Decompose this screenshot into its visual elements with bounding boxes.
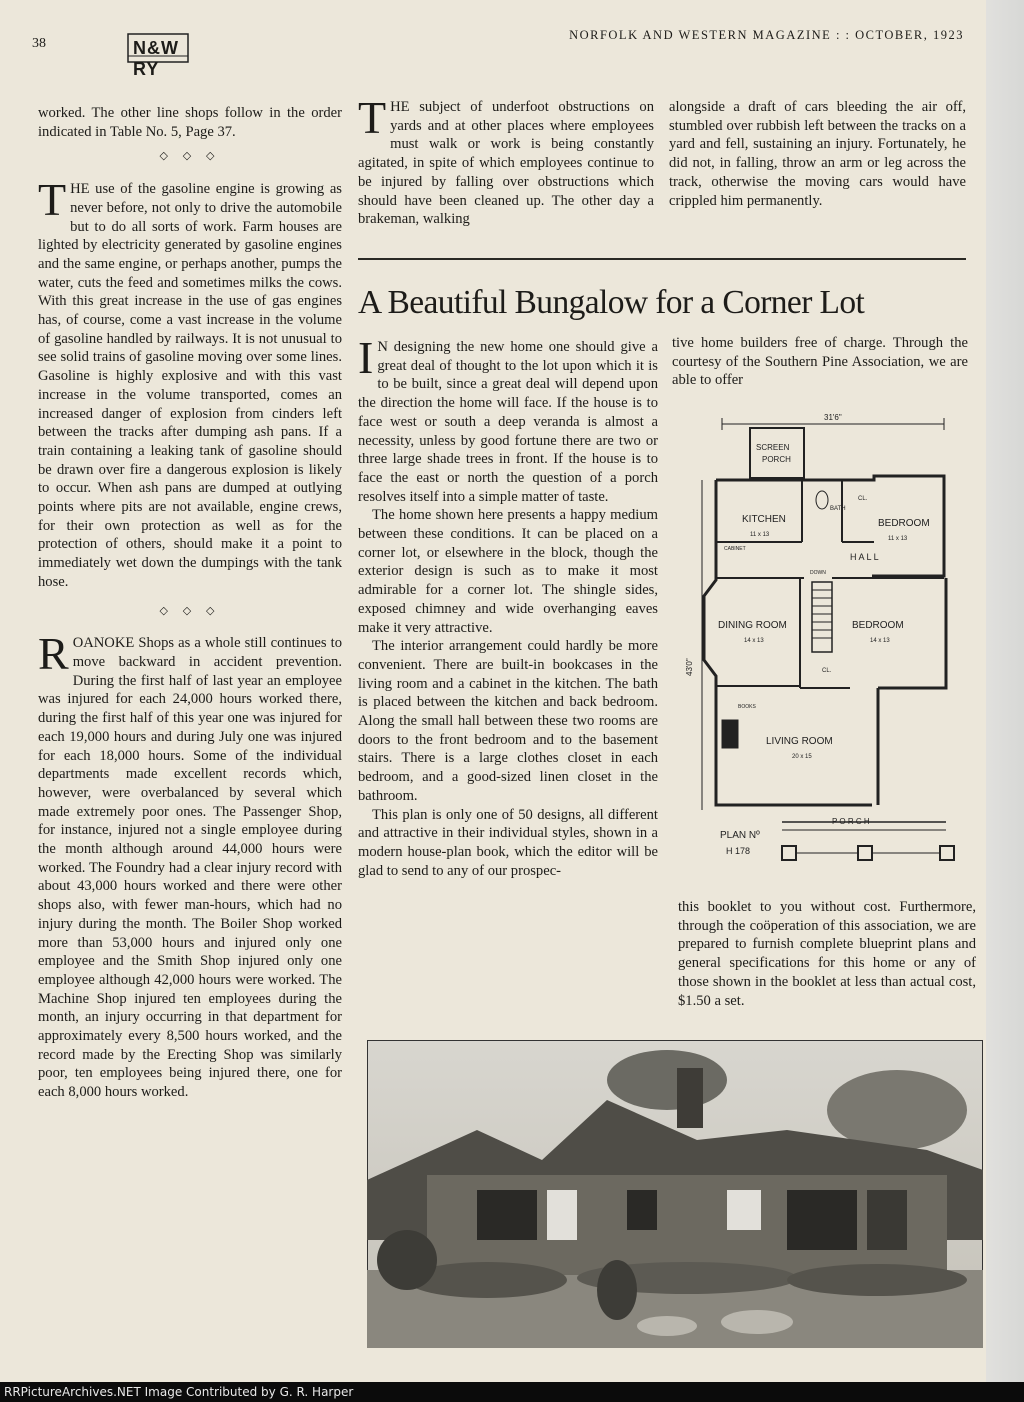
- page-edge: [986, 0, 1024, 1382]
- back-bedroom-dim: 11 x 13: [888, 536, 908, 542]
- intro-paragraph: worked. The other line shops follow in the order indicated in Table No. 5, Page 37.: [38, 105, 342, 140]
- depth-dimension: 43'0": [685, 658, 694, 676]
- nw-logo: [127, 32, 189, 79]
- section-separator: ◇ ◇ ◇: [159, 150, 221, 163]
- front-bedroom-label: BEDROOM: [852, 620, 904, 631]
- screen-porch-label: SCREEN: [756, 443, 790, 452]
- article-paragraph: The interior arrangement could hardly be more convenient. There are built-in bookcases in the living room and a cabinet in the kitchen. The bath is placed between the kitchen and back bedroom. Along the small hall between these two rooms are doors to the front bedroom and to the basement stairs. There is a large clothes closet in each bedroom, and a good-sized linen closet in the bathroom.: [358, 638, 658, 804]
- hall-label: H A L L: [850, 552, 879, 562]
- page-number: 38: [32, 36, 46, 51]
- closet-label: CL.: [858, 496, 868, 502]
- article-column-1: [358, 332, 658, 880]
- cabinet-label: CABINET: [724, 546, 746, 552]
- roanoke-paragraph: ROANOKE Shops as a whole still continues to move backward in accident prevention. During the first half of last year an employee was injured for each 24,000 hours worked there, during the first half of this year one was injured for each 19,000 hours and during July one was injured for each 18,000 hours. Some of the individual departments made excellent records which, however, were overbalanced by several which made extremely poor ones. The Passenger Shop, for instance, injured not a single employee during the month although around 44,000 hours were worked. The Foundry had a clear injury record with about 43,000 hours worked and there were other shops also, with fewer man-hours, which had no injury during the month. The Boiler Shop worked more than 53,000 hours and injured only one employee and the Smith Shop injured only one employee although 42,000 hours were worked. The Machine Shop injured ten employees during the month, an injury occurring in that department for approximately every 8,500 hours worked, and the record made by the Erecting Shop was similarly poor, ten employees being injured there, one for each 8,000 hours worked.: [38, 628, 342, 1101]
- bungalow-image: [367, 1040, 983, 1348]
- closet-label: CL.: [822, 668, 832, 674]
- dining-room-dim: 14 x 13: [744, 638, 764, 644]
- page-header: [32, 22, 964, 79]
- kitchen-dim: 11 x 13: [750, 532, 770, 538]
- dining-room-label: DINING ROOM: [718, 620, 787, 631]
- drop-cap: T: [38, 174, 67, 226]
- floor-plan: [682, 410, 972, 870]
- image-credit: RRPictureArchives.NET Image Contributed by G. R. Harper: [0, 1382, 1024, 1402]
- bath-label: BATH: [830, 506, 846, 512]
- front-bedroom-dim: 14 x 13: [870, 638, 890, 644]
- drop-cap: R: [38, 628, 69, 680]
- obstruction-paragraph: THE subject of underfoot obstructions on yards and at other places where employees must walk or work is being constantly agitated, in spite of which employees continue to be injured by falling over obstructions which should have been cleaned up. The other day a brakeman, walking: [358, 92, 654, 228]
- living-room-label: LIVING ROOM: [766, 736, 833, 747]
- stairs-down-label: DOWN: [810, 570, 826, 576]
- bookcase-label: BOOKS: [738, 704, 756, 710]
- gasoline-paragraph: THE use of the gasoline engine is growing as never before, not only to drive the automobile but to do all sorts of work. Farm houses are lighted by electricity generated by gasoline engines and the same engine, or perhaps another, pumps the water, cuts the feed and sometimes milks the cows. With this great increase in the use of gas engines has, of course, come a vast increase in the volume of gasoline handled by railways. It is not unusual to see solid trains of gasoline moving over some lines. Gasoline is highly explosive and with this vast increase in the volume transported, comes an increased danger of explosion from cinders left between the tracks after dumping ash pans. If a train containing a leaking tank of gasoline should be drawn over fire a dangerous explosion is likely to occur. When ash pans are dumped at outlying points where pits are not available, engine crews, for their own protection as well as for the protection of others, should make it a point to immediately wet down the dumpings with the tank hose.: [38, 174, 342, 590]
- kitchen-label: KITCHEN: [742, 514, 786, 525]
- living-room-dim: 20 x 15: [792, 754, 812, 760]
- section-rule: [358, 258, 966, 260]
- obstruction-column-1: [358, 92, 654, 229]
- obstruction-column-2: [669, 98, 966, 210]
- screen-porch-label-2: PORCH: [762, 455, 791, 464]
- obstruction-paragraph-cont: alongside a draft of cars bleeding the air off, stumbled over rubbish left between the tracks on a yard and fell, sustaining an injury. Fortunately, he did not, in falling, throw an arm or leg across the track, otherwise the moving cars would have crippled him permanently.: [669, 99, 966, 209]
- article-paragraph: tive home builders free of charge. Through the courtesy of the Southern Pine Association, we are able to offer: [672, 335, 968, 389]
- back-bedroom-label: BEDROOM: [878, 518, 930, 529]
- width-dimension: 31'6": [824, 413, 842, 422]
- article-title: A Beautiful Bungalow for a Corner Lot: [358, 284, 865, 321]
- article-paragraph: this booklet to you without cost. Furthermore, through the coöperation of this association, we are prepared to furnish complete blueprint plans and general specifications for this home or any of those shown in the booklet at less than actual cost, $1.50 a set.: [678, 899, 976, 1009]
- logo-text: N&W RY: [133, 38, 179, 79]
- left-column: [38, 104, 342, 1102]
- floor-plan-drawing: [682, 410, 972, 870]
- bungalow-photo: [367, 1040, 983, 1348]
- article-paragraph: I N designing the new home one should give a great deal of thought to the lot upon which it is to be built, since a great deal will depend upon the direction the home will face. If the house is to face west or south a deep veranda is almost a necessity, unless by good fortune there are two or three large shade trees in front. If the house is to face the east or north the question of a porch resolves itself into a simple matter of taste.: [358, 332, 658, 505]
- article-paragraph: This plan is only one of 50 designs, all different and attractive in their individual styles, shown in a modern house-plan book, which the editor will be glad to send to any of our prospec-: [358, 806, 658, 879]
- running-head: NORFOLK AND WESTERN MAGAZINE : : OCTOBER, 1923: [569, 28, 964, 42]
- section-separator: ◇ ◇ ◇: [159, 604, 221, 617]
- drop-cap: I: [358, 332, 374, 383]
- article-column-2-bottom: [678, 898, 976, 1010]
- article-column-2-top: [672, 334, 968, 390]
- plan-id: H 178: [726, 846, 751, 856]
- drop-cap: T: [358, 92, 387, 143]
- porch-label: P O R C H: [832, 817, 870, 826]
- plan-number-label: PLAN Nº: [720, 830, 760, 841]
- article-paragraph: The home shown here presents a happy medium between these conditions. It can be placed on a corner lot, or elsewhere in the block, though the exterior design is such as to make it most admirable for a corner lot. The shingle sides, exposed chimney and wide overhanging eaves make it very attractive.: [358, 507, 658, 636]
